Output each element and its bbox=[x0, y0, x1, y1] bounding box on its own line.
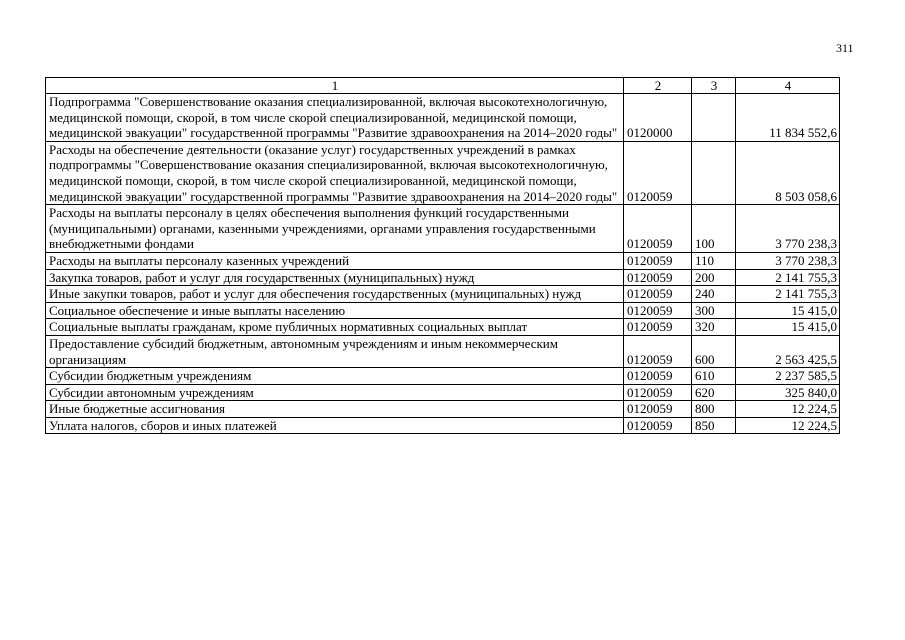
row-target-code: 0120059 bbox=[624, 205, 692, 253]
row-target-code: 0120059 bbox=[624, 417, 692, 434]
row-amount: 12 224,5 bbox=[736, 401, 840, 418]
row-amount: 2 237 585,5 bbox=[736, 368, 840, 385]
table-row bbox=[46, 141, 840, 204]
row-name: Субсидии автономным учреждениям bbox=[46, 384, 624, 401]
row-target-code: 0120059 bbox=[624, 141, 692, 204]
row-amount: 2 563 425,5 bbox=[736, 335, 840, 367]
row-name: Иные закупки товаров, работ и услуг для обеспечения государственных (муниципальных) нужд bbox=[46, 286, 624, 303]
row-expense-kind: 320 bbox=[692, 319, 736, 336]
row-target-code: 0120059 bbox=[624, 302, 692, 319]
column-header: 1 bbox=[46, 78, 624, 94]
table-row bbox=[46, 302, 840, 319]
table-row bbox=[46, 368, 840, 385]
row-name: Субсидии бюджетным учреждениям bbox=[46, 368, 624, 385]
row-name: Расходы на обеспечение деятельности (оказание услуг) государственных учреждений в рамках подпрограммы "Совершенствование оказания специализированной, включая высокотехнологичную, медицинской помощи, скорой, в том числе скорой специализированной, медицинской помощи, медицинской эвакуации" государственной программы "Развитие здравоохранения на 2014–2020 годы" bbox=[46, 141, 624, 204]
row-expense-kind: 110 bbox=[692, 252, 736, 269]
table-row bbox=[46, 286, 840, 303]
row-name: Подпрограмма "Совершенствование оказания специализированной, включая высокотехнологичную, медицинской помощи, скорой, в том числе скорой специализированной, медицинской помощи, медицинской эвакуации" государственной программы "Развитие здравоохранения на 2014–2020 годы" bbox=[46, 94, 624, 142]
row-name: Уплата налогов, сборов и иных платежей bbox=[46, 417, 624, 434]
row-target-code: 0120059 bbox=[624, 368, 692, 385]
row-amount: 8 503 058,6 bbox=[736, 141, 840, 204]
row-expense-kind: 850 bbox=[692, 417, 736, 434]
row-target-code: 0120059 bbox=[624, 384, 692, 401]
row-expense-kind: 200 bbox=[692, 269, 736, 286]
row-expense-kind: 600 bbox=[692, 335, 736, 367]
budget-table-body bbox=[46, 78, 840, 434]
row-amount: 15 415,0 bbox=[736, 319, 840, 336]
row-name: Расходы на выплаты персоналу в целях обеспечения выполнения функций государственными (муниципальными) органами, казенными учреждениями, органами управления государственными внебюджетными фондами bbox=[46, 205, 624, 253]
row-target-code: 0120059 bbox=[624, 335, 692, 367]
row-expense-kind: 100 bbox=[692, 205, 736, 253]
row-expense-kind: 300 bbox=[692, 302, 736, 319]
row-expense-kind bbox=[692, 94, 736, 142]
column-header: 3 bbox=[692, 78, 736, 94]
table-row bbox=[46, 269, 840, 286]
row-name: Расходы на выплаты персоналу казенных учреждений bbox=[46, 252, 624, 269]
row-expense-kind: 610 bbox=[692, 368, 736, 385]
row-amount: 15 415,0 bbox=[736, 302, 840, 319]
row-name: Иные бюджетные ассигнования bbox=[46, 401, 624, 418]
row-amount: 2 141 755,3 bbox=[736, 269, 840, 286]
row-amount: 12 224,5 bbox=[736, 417, 840, 434]
row-name: Предоставление субсидий бюджетным, автономным учреждениям и иным некоммерческим организациям bbox=[46, 335, 624, 367]
row-expense-kind: 800 bbox=[692, 401, 736, 418]
column-header: 2 bbox=[624, 78, 692, 94]
row-expense-kind: 240 bbox=[692, 286, 736, 303]
row-target-code: 0120059 bbox=[624, 252, 692, 269]
row-amount: 11 834 552,6 bbox=[736, 94, 840, 142]
row-target-code: 0120059 bbox=[624, 269, 692, 286]
row-name: Закупка товаров, работ и услуг для государственных (муниципальных) нужд bbox=[46, 269, 624, 286]
page-number: 311 bbox=[836, 41, 854, 55]
row-expense-kind bbox=[692, 141, 736, 204]
table-row bbox=[46, 384, 840, 401]
budget-table bbox=[45, 77, 840, 434]
row-name: Социальные выплаты гражданам, кроме публичных нормативных социальных выплат bbox=[46, 319, 624, 336]
row-target-code: 0120059 bbox=[624, 319, 692, 336]
row-target-code: 0120000 bbox=[624, 94, 692, 142]
table-row bbox=[46, 205, 840, 253]
row-amount: 2 141 755,3 bbox=[736, 286, 840, 303]
table-row bbox=[46, 417, 840, 434]
table-row bbox=[46, 252, 840, 269]
row-expense-kind: 620 bbox=[692, 384, 736, 401]
table-row bbox=[46, 401, 840, 418]
row-name: Социальное обеспечение и иные выплаты населению bbox=[46, 302, 624, 319]
row-target-code: 0120059 bbox=[624, 286, 692, 303]
table-header-row bbox=[46, 78, 840, 94]
row-amount: 3 770 238,3 bbox=[736, 205, 840, 253]
table-row bbox=[46, 94, 840, 142]
column-header: 4 bbox=[736, 78, 840, 94]
row-amount: 3 770 238,3 bbox=[736, 252, 840, 269]
row-target-code: 0120059 bbox=[624, 401, 692, 418]
table-row bbox=[46, 335, 840, 367]
row-amount: 325 840,0 bbox=[736, 384, 840, 401]
table-row bbox=[46, 319, 840, 336]
